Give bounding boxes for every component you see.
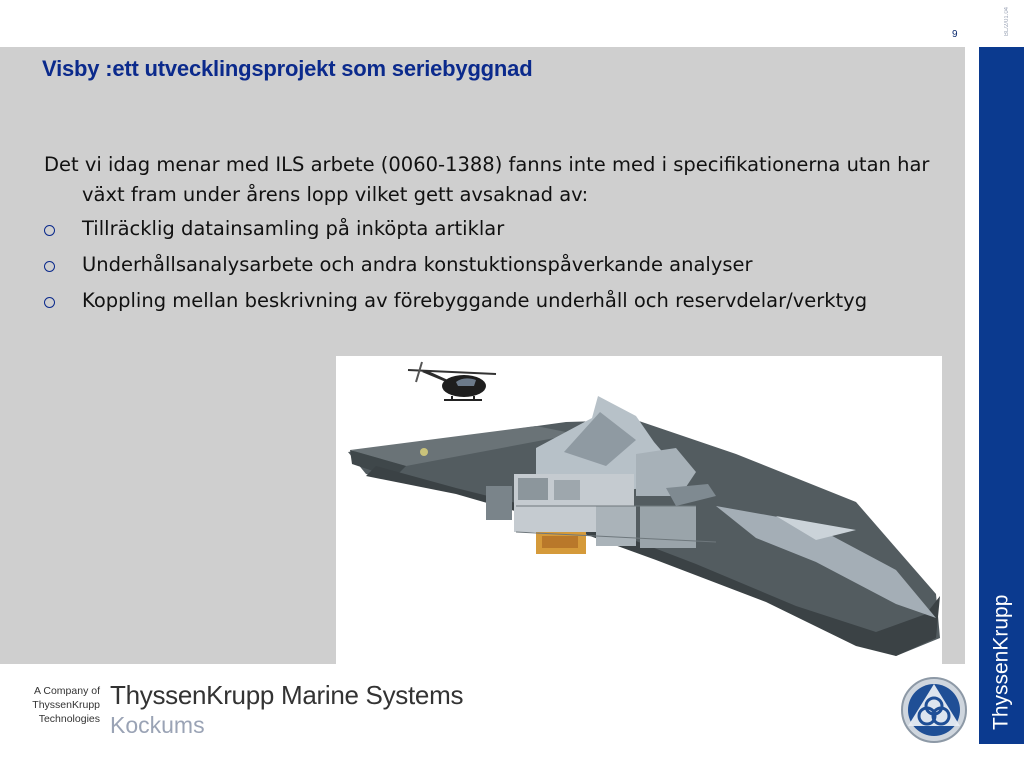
helicopter-icon <box>408 362 496 400</box>
company-of-line: Technologies <box>38 713 100 725</box>
bullet-item <box>44 214 944 244</box>
company-of-label <box>28 684 100 726</box>
bullet-circle-icon <box>44 297 55 308</box>
company-subname: Kockums <box>110 712 205 738</box>
ship-cutaway-image <box>336 356 942 672</box>
company-name: ThyssenKrupp Marine Systems <box>110 680 464 710</box>
thyssenkrupp-logo-icon <box>900 676 968 744</box>
intro-paragraph: Det vi idag menar med ILS arbete (0060-1388) fanns inte med i specifikationerna utan har växt fram under årens lopp vilket gett avsaknad av: <box>44 153 930 206</box>
bullet-text: Underhållsanalysarbete och andra konstuktionspåverkande analyser <box>82 253 753 276</box>
bullet-text: Koppling mellan beskrivning av förebyggande underhåll och reservdelar/verktyg <box>82 289 868 312</box>
bullet-circle-icon <box>44 225 55 236</box>
bullet-text: Tillräcklig datainsamling på inköpta artiklar <box>82 217 505 240</box>
company-of-line: ThyssenKrupp <box>32 699 100 711</box>
document-code: BL/2/01.04 <box>1004 6 1010 36</box>
slide-title: Visby :ett utvecklingsprojekt som seriebyggnad <box>42 56 533 81</box>
page-number: 9 <box>952 29 958 40</box>
bullet-item <box>44 250 944 280</box>
company-of-line: A Company of <box>34 685 100 697</box>
sidebar-brand-label: ThyssenKrupp <box>989 594 1013 730</box>
bullet-list <box>44 214 944 316</box>
slide-body <box>44 150 944 322</box>
bullet-item <box>44 286 944 316</box>
bullet-circle-icon <box>44 261 55 272</box>
